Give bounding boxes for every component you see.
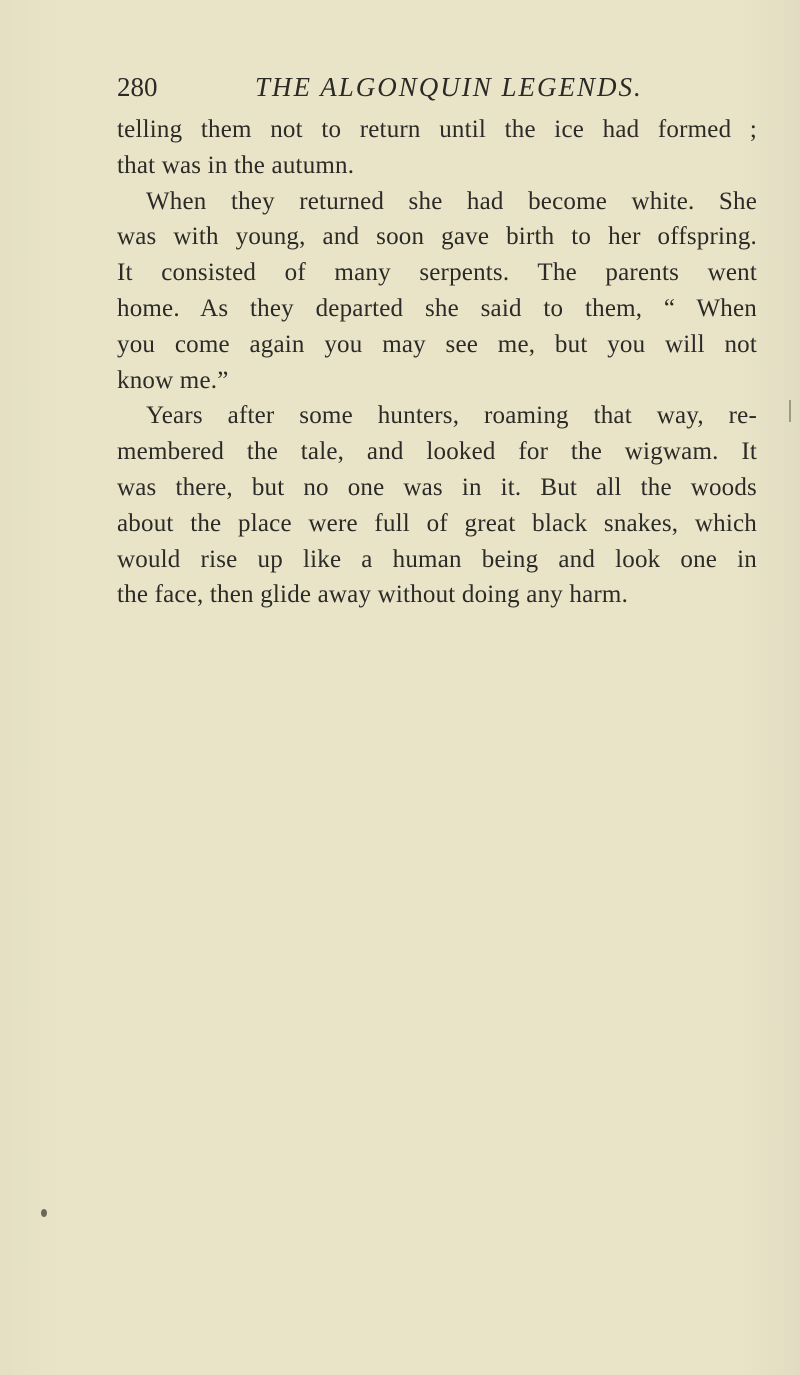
text-line: When they returned she had become white. She xyxy=(146,187,757,215)
text-line: telling them not to return until the ice had formed ; xyxy=(117,116,757,143)
margin-mark xyxy=(789,400,791,422)
text-line: would rise up like a human being and look one in xyxy=(117,545,757,573)
text-line: you come again you may see me, but you will not xyxy=(117,330,757,358)
ink-spot xyxy=(41,1209,47,1217)
text-line: Years after some hunters, roaming that way, re- xyxy=(146,402,757,430)
running-head xyxy=(117,70,757,104)
text-line: know me.” xyxy=(117,366,229,394)
text-line: membered the tale, and looked for the wigwam. It xyxy=(117,438,757,466)
body-text xyxy=(117,112,757,613)
text-line: about the place were full of great black snakes, which xyxy=(117,509,757,537)
text-line: was with young, and soon gave birth to her offspring. xyxy=(117,223,757,251)
text-line: It consisted of many serpents. The parents went xyxy=(117,259,757,287)
text-line: was there, but no one was in it. But all the woods xyxy=(117,473,757,501)
text-line: the face, then glide away without doing any harm. xyxy=(117,581,629,609)
text-line: that was in the autumn. xyxy=(117,151,355,179)
text-line: home. As they departed she said to them, “ When xyxy=(117,294,757,322)
page-number: 280 xyxy=(117,72,158,102)
running-title: THE ALGONQUIN LEGENDS. xyxy=(255,72,643,102)
